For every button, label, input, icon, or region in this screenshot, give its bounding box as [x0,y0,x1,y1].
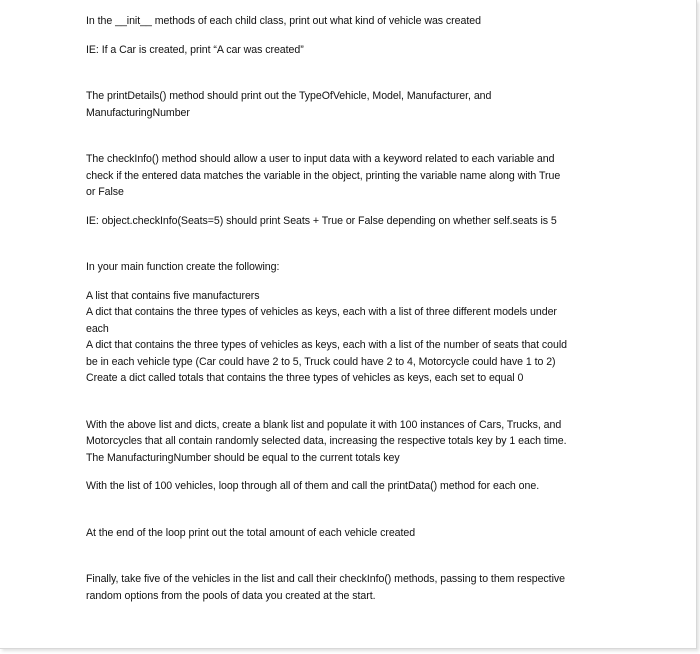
paragraph-init-methods [86,13,626,30]
paragraph-print-totals [86,525,626,542]
text-line: ManufacturingNumber [86,106,190,119]
text-line: The checkInfo() method should allow a user to input data with a keyword related to each variable and [86,153,555,165]
text-line: In your main function create the following: [86,261,280,273]
text-line: Motorcycles that all contain randomly selected data, increasing the respective totals key by 1 each time. [86,435,567,447]
text-line: A dict that contains the three types of vehicles as keys, each with a list of three different models under [86,306,557,318]
paragraph-check-five [86,571,626,604]
text-line: Finally, take five of the vehicles in the list and call their checkInfo() methods, passing to them respective [86,573,565,585]
paragraph-check-info-example [86,213,626,230]
text-line: At the end of the loop print out the total amount of each vehicle created [86,526,416,539]
paragraph-loop-print [86,478,626,495]
paragraph-data-pools [86,288,626,387]
paragraph-print-details [86,88,626,121]
paragraph-main-function [86,259,626,276]
text-line: random options from the pools of data you created at the start. [86,589,376,602]
text-line: be in each vehicle type (Car could have 2 to 5, Truck could have 2 to 4, Motorcycle could have 1 to 2) [86,355,556,368]
text-line: With the above list and dicts, create a blank list and populate it with 100 instances of Cars, Trucks, and [86,418,562,431]
text-line: In the __init__ methods of each child class, print out what kind of vehicle was created [86,15,481,27]
text-line: Create a dict called totals that contains the three types of vehicles as keys, each set to equal 0 [86,372,524,384]
text-line: The printDetails() method should print out the TypeOfVehicle, Model, Manufacturer, and [86,90,492,102]
paragraph-check-info [86,151,626,201]
text-line: A list that contains five manufacturers [86,289,260,302]
text-line: or False [86,186,124,198]
text-line: The ManufacturingNumber should be equal to the current totals key [86,451,400,464]
paragraph-populate-list [86,417,626,467]
paragraph-init-example [86,42,626,59]
text-line: check if the entered data matches the variable in the object, printing the variable name along with True [86,169,561,182]
document-body [86,13,626,604]
text-line: IE: If a Car is created, print “A car was created” [86,43,304,56]
text-line: each [86,322,109,335]
text-line: IE: object.checkInfo(Seats=5) should print Seats + True or False depending on whether self.seats is 5 [86,214,557,227]
text-line: A dict that contains the three types of vehicles as keys, each with a list of the number of seats that could [86,339,568,351]
text-line: With the list of 100 vehicles, loop through all of them and call the printData() method for each one. [86,480,540,492]
